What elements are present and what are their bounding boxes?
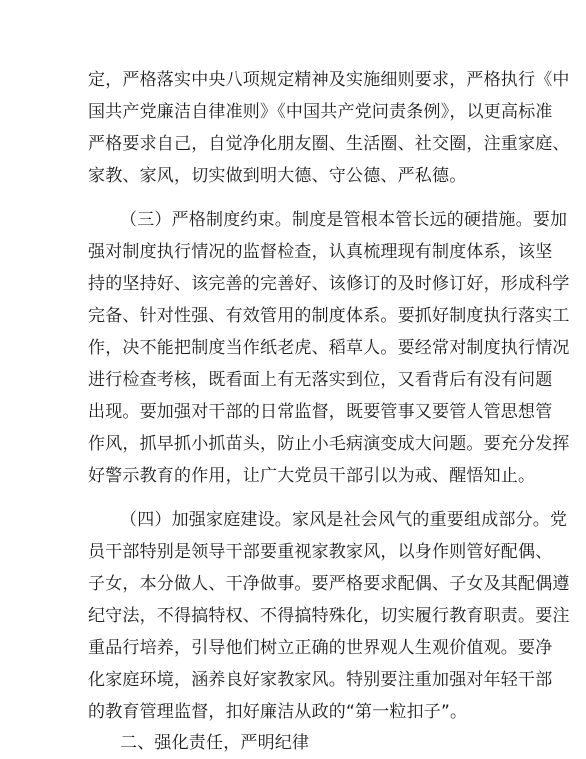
paragraph-line: 作，决不能把制度当作纸老虎、稻草人。要经常对制度执行情况: [88, 338, 570, 358]
paragraph-line: 家教、家风，切实做到明大德、守公德、严私德。: [88, 166, 467, 186]
paragraph-line: 定，严格落实中央八项规定精神及实施细则要求，严格执行《中: [88, 70, 570, 90]
paragraph-line: 进行检查考核，既看面上有无落实到位，又看背后有没有问题: [88, 370, 553, 390]
paragraph-line: 的教育管理监督，扣好廉洁从政的“第一粒扣子”。: [88, 702, 468, 722]
paragraph-line: 严格要求自己，自觉净化朋友圈、生活圈、社交圈，注重家庭、: [88, 134, 570, 154]
section-heading-line: （四）加强家庭建设。家风是社会风气的重要组成部分。党: [120, 510, 568, 530]
paragraph-line: 强对制度执行情况的监督检查，认真梳理现有制度体系，该坚: [88, 242, 553, 262]
paragraph-line: 员干部特别是领导干部要重视家教家风，以身作则管好配偶、: [88, 542, 553, 562]
paragraph-line: 作风，抓早抓小抓苗头，防止小毛病演变成大问题。要充分发挥: [88, 434, 570, 454]
section-heading-line: （三）严格制度约束。制度是管根本管长远的硬措施。要加: [120, 210, 568, 230]
paragraph-line: 重品行培养，引导他们树立正确的世界观人生观价值观。要净: [88, 638, 553, 658]
paragraph-line: 出现。要加强对干部的日常监督，既要管事又要管人管思想管: [88, 402, 553, 422]
paragraph-line: 持的坚持好、该完善的完善好、该修订的及时修订好，形成科学: [88, 274, 570, 294]
paragraph-line: 完备、针对性强、有效管用的制度体系。要抓好制度执行落实工: [88, 306, 570, 326]
paragraph-line: 国共产党廉洁自律准则》《中国共产党问责条例》，以更高标准: [88, 102, 553, 122]
paragraph-line: 化家庭环境，涵养良好家教家风。特别要注重加强对年轻干部: [88, 670, 553, 690]
chapter-heading: 二、强化责任，严明纪律: [120, 733, 310, 753]
paragraph-line: 纪守法，不得搞特权、不得搞特殊化，切实履行教育职责。要注: [88, 606, 570, 626]
paragraph-line: 好警示教育的作用，让广大党员干部引以为戒、醒悟知止。: [88, 466, 536, 486]
paragraph-line: 子女，本分做人、干净做事。要严格要求配偶、子女及其配偶遵: [88, 574, 570, 594]
